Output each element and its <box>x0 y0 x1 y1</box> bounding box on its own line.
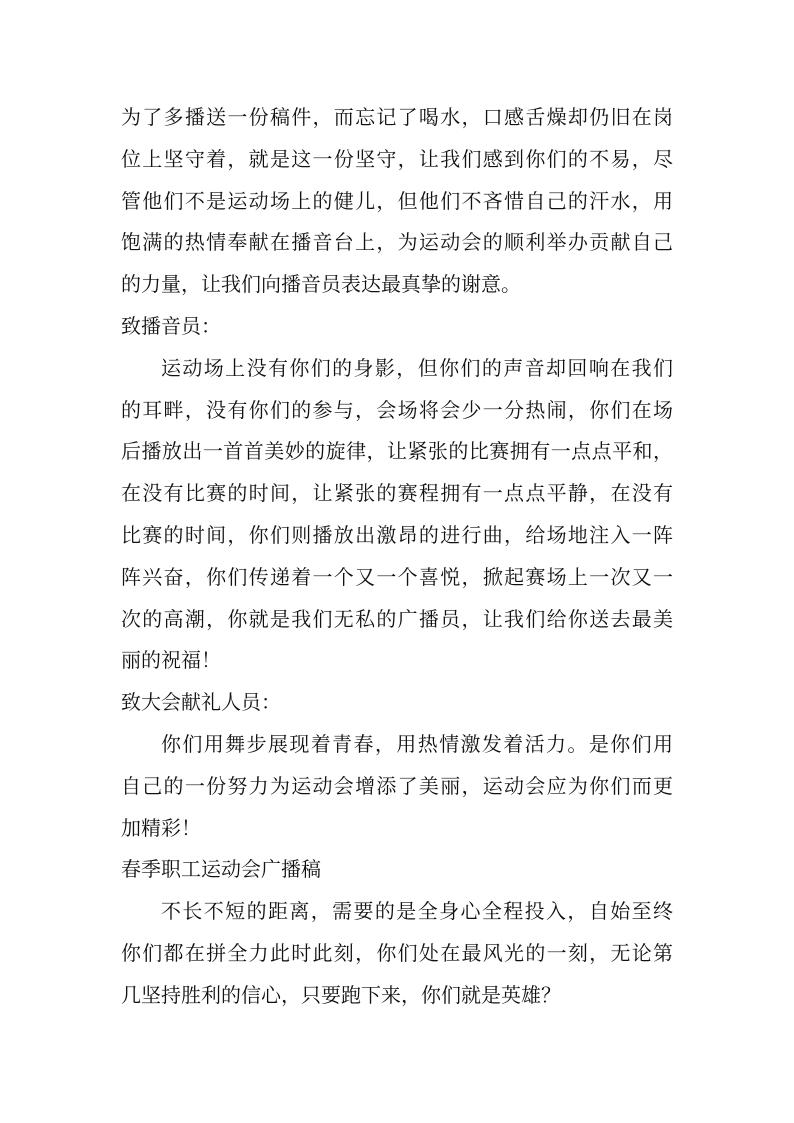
text-line: 后播放出一首首美妙的旋律，让紧张的比赛拥有一点点平和， <box>121 439 673 464</box>
text-line: 位上坚守着，就是这一份坚守，让我们感到你们的不易，尽 <box>121 146 673 171</box>
text-line: 的耳畔，没有你们的参与，会场将会少一分热闹，你们在场 <box>121 397 673 422</box>
section-heading <box>121 682 673 724</box>
paragraph <box>121 891 673 1016</box>
text-line: 次的高潮，你就是我们无私的广播员，让我们给你送去最美 <box>121 606 673 631</box>
text-line: 管他们不是运动场上的健儿，但他们不吝惜自己的汗水，用 <box>121 188 673 213</box>
text-line: 在没有比赛的时间，让紧张的赛程拥有一点点平静，在没有 <box>121 481 673 506</box>
document-body <box>121 97 673 1017</box>
text-line: 丽的祝福！ <box>121 648 221 673</box>
heading-text: 致大会献礼人员： <box>121 690 281 715</box>
text-line: 比赛的时间，你们则播放出激昂的进行曲，给场地注入一阵 <box>121 522 673 547</box>
text-line: 自己的一份努力为运动会增添了美丽，运动会应为你们而更 <box>121 773 673 798</box>
text-line: 几坚持胜利的信心，只要跑下来，你们就是英雄？ <box>121 982 561 1007</box>
heading-text: 春季职工运动会广播稿 <box>121 857 321 882</box>
paragraph <box>121 724 673 849</box>
text-line: 运动场上没有你们的身影，但你们的声音却回响在我们 <box>161 355 673 380</box>
paragraph <box>121 97 673 306</box>
text-line: 你们都在拼全力此时此刻，你们处在最风光的一刻，无论第 <box>121 940 673 965</box>
text-line: 你们用舞步展现着青春，用热情激发着活力。是你们用 <box>161 731 673 756</box>
paragraph <box>121 348 673 682</box>
section-heading <box>121 306 673 348</box>
text-line: 阵兴奋，你们传递着一个又一个喜悦，掀起赛场上一次又一 <box>121 564 673 589</box>
text-line: 不长不短的距离，需要的是全身心全程投入，自始至终 <box>161 899 673 924</box>
text-line: 为了多播送一份稿件，而忘记了喝水，口感舌燥却仍旧在岗 <box>121 105 673 129</box>
text-line: 加精彩！ <box>121 815 201 840</box>
heading-text: 致播音员： <box>121 313 221 338</box>
text-line: 的力量，让我们向播音员表达最真挚的谢意。 <box>121 272 521 297</box>
text-line: 饱满的热情奉献在播音台上，为运动会的顺利举办贡献自己 <box>121 230 673 255</box>
section-heading <box>121 849 673 891</box>
